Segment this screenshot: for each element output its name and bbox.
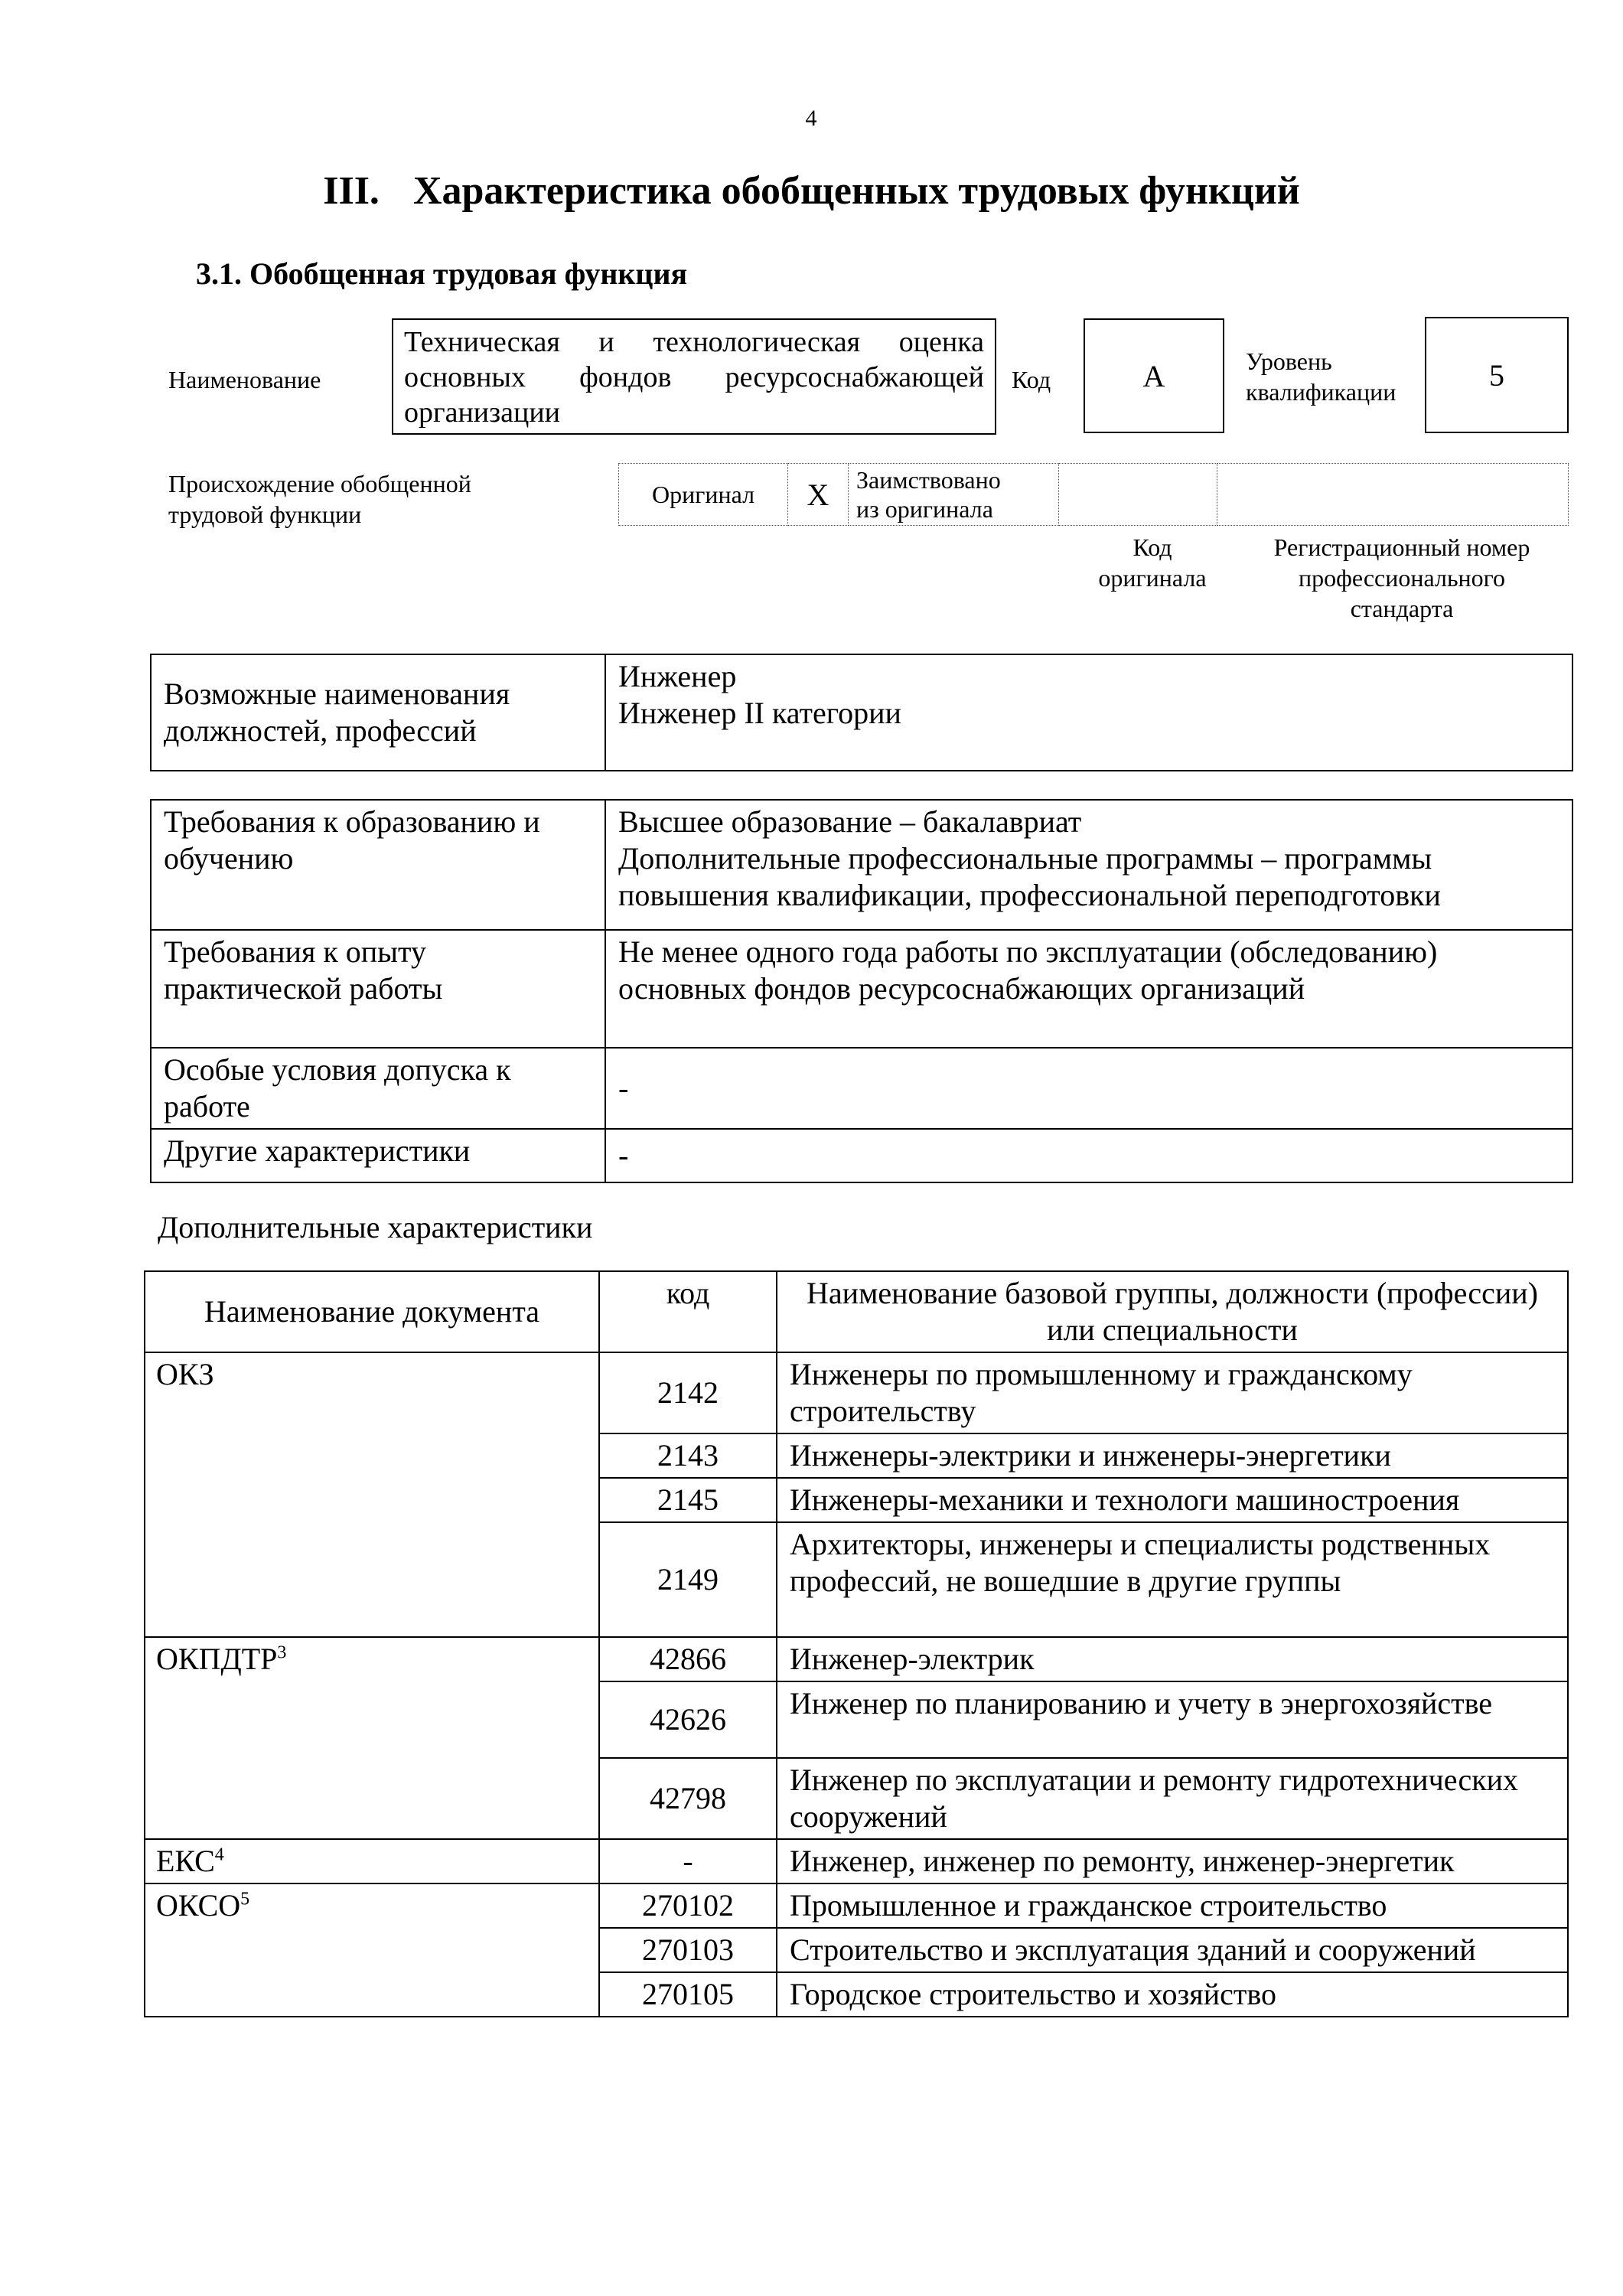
name-cell: Инженер-электрик <box>777 1637 1568 1681</box>
code-cell: 270102 <box>599 1883 777 1928</box>
document-name-text: ОКЗ <box>156 1357 214 1391</box>
registration-number-cell <box>1217 464 1569 526</box>
name-cell: Инженеры по промышленному и гражданскому строительству <box>777 1352 1568 1433</box>
origin-table <box>618 463 1569 526</box>
level-label-line: квалификации <box>1246 378 1396 406</box>
caption-line: Код <box>1133 533 1172 561</box>
requirement-value <box>605 800 1572 930</box>
requirement-label: Особые условия допуска к работе <box>151 1048 605 1129</box>
name-label: Наименование <box>168 366 321 393</box>
code-cell: 270103 <box>599 1928 777 1972</box>
requirement-line: Высшее образование – бакалавриат <box>618 804 1082 839</box>
requirement-line: повышения квалификации, профессиональной переподготовки <box>618 878 1441 912</box>
code-cell: 270105 <box>599 1972 777 2017</box>
origin-label-line: Происхождение обобщенной <box>168 470 471 497</box>
origin-label <box>168 468 471 530</box>
caption-line: стандарта <box>1350 595 1454 622</box>
caption-registration-number <box>1235 532 1569 624</box>
requirement-label: Требования к опыту практической работы <box>151 930 605 1048</box>
borrowed-line: из оригинала <box>856 495 993 523</box>
code-box: А <box>1084 318 1224 433</box>
function-name-line: основных фондов ресурсоснабжающей <box>404 361 984 393</box>
code-cell: - <box>599 1839 777 1883</box>
document-name <box>145 1637 599 1839</box>
footnote-ref: 4 <box>214 1844 224 1865</box>
function-name-line: организации <box>404 396 561 429</box>
header-name: Наименование базовой группы, должности (профессии) или специальности <box>777 1271 1568 1352</box>
original-mark: X <box>788 464 849 526</box>
requirement-value: - <box>605 1129 1572 1182</box>
original-code-cell <box>1059 464 1217 526</box>
footnote-ref: 3 <box>277 1642 287 1663</box>
name-cell: Промышленное и гражданское строительство <box>777 1883 1568 1928</box>
position-item: Инженер II категории <box>618 696 901 730</box>
origin-label-line: трудовой функции <box>168 501 362 528</box>
section-title-text: Характеристика обобщенных трудовых функций <box>412 169 1300 213</box>
document-name-text: ЕКС <box>156 1844 215 1878</box>
document-name <box>145 1883 599 2017</box>
positions-table <box>150 654 1573 771</box>
qualification-level-box: 5 <box>1425 317 1569 433</box>
code-cell: 2143 <box>599 1433 777 1478</box>
caption-line: Регистрационный номер <box>1273 533 1530 561</box>
name-cell: Строительство и эксплуатация зданий и сооружений <box>777 1928 1568 1972</box>
requirement-label: Другие характеристики <box>151 1129 605 1182</box>
document-name <box>145 1352 599 1637</box>
name-cell: Инженер по эксплуатации и ремонту гидротехнических сооружений <box>777 1758 1568 1839</box>
code-cell: 42866 <box>599 1637 777 1681</box>
name-cell: Инженер по планированию и учету в энергохозяйстве <box>777 1681 1568 1758</box>
caption-line: оригинала <box>1098 564 1207 592</box>
code-cell: 2142 <box>599 1352 777 1433</box>
function-name-line: Техническая и технологическая оценка <box>404 326 984 358</box>
requirements-table <box>150 799 1573 1183</box>
original-cell: Оригинал <box>619 464 788 526</box>
additional-table <box>144 1270 1569 2017</box>
level-label <box>1246 346 1396 407</box>
header-code: код <box>599 1271 777 1352</box>
header-document: Наименование документа <box>145 1271 599 1352</box>
positions-label-line: должностей, профессий <box>164 713 477 748</box>
section-title <box>0 168 1623 214</box>
positions-values <box>605 654 1572 771</box>
requirement-line: Не менее одного года работы по эксплуатации (обследованию) <box>618 934 1438 969</box>
document-name-text: ОКСО <box>156 1888 241 1923</box>
document-name <box>145 1839 599 1883</box>
positions-label <box>151 654 605 771</box>
code-cell: 2145 <box>599 1478 777 1522</box>
position-item: Инженер <box>618 659 737 693</box>
requirement-value: - <box>605 1048 1572 1129</box>
page-number: 4 <box>805 106 817 131</box>
requirement-line: Дополнительные профессиональные программы – программы <box>618 841 1432 876</box>
footnote-ref: 5 <box>240 1889 250 1910</box>
section-number: III. <box>323 169 380 213</box>
name-cell: Архитекторы, инженеры и специалисты родственных профессий, не вошедшие в другие группы <box>777 1522 1568 1637</box>
subsection-title: 3.1. Обобщенная трудовая функция <box>196 256 688 291</box>
code-cell: 42626 <box>599 1681 777 1758</box>
caption-original-code <box>1077 532 1227 593</box>
positions-label-line: Возможные наименования <box>164 677 510 711</box>
code-cell: 42798 <box>599 1758 777 1839</box>
name-cell: Инженер, инженер по ремонту, инженер-энергетик <box>777 1839 1568 1883</box>
borrowed-cell <box>849 464 1059 526</box>
code-cell: 2149 <box>599 1522 777 1637</box>
borrowed-line: Заимствовано <box>856 466 1001 494</box>
requirement-label: Требования к образованию и обучению <box>151 800 605 930</box>
level-label-line: Уровень <box>1246 347 1332 375</box>
caption-line: профессионального <box>1298 564 1505 592</box>
code-label: Код <box>1012 366 1051 393</box>
requirement-value <box>605 930 1572 1048</box>
name-cell: Инженеры-электрики и инженеры-энергетики <box>777 1433 1568 1478</box>
name-cell: Инженеры-механики и технологи машиностроения <box>777 1478 1568 1522</box>
function-name-box <box>392 318 996 435</box>
name-cell: Городское строительство и хозяйство <box>777 1972 1568 2017</box>
additional-title: Дополнительные характеристики <box>158 1210 593 1244</box>
requirement-line: основных фондов ресурсоснабжающих организаций <box>618 971 1305 1006</box>
document-name-text: ОКПДТР <box>156 1642 278 1676</box>
